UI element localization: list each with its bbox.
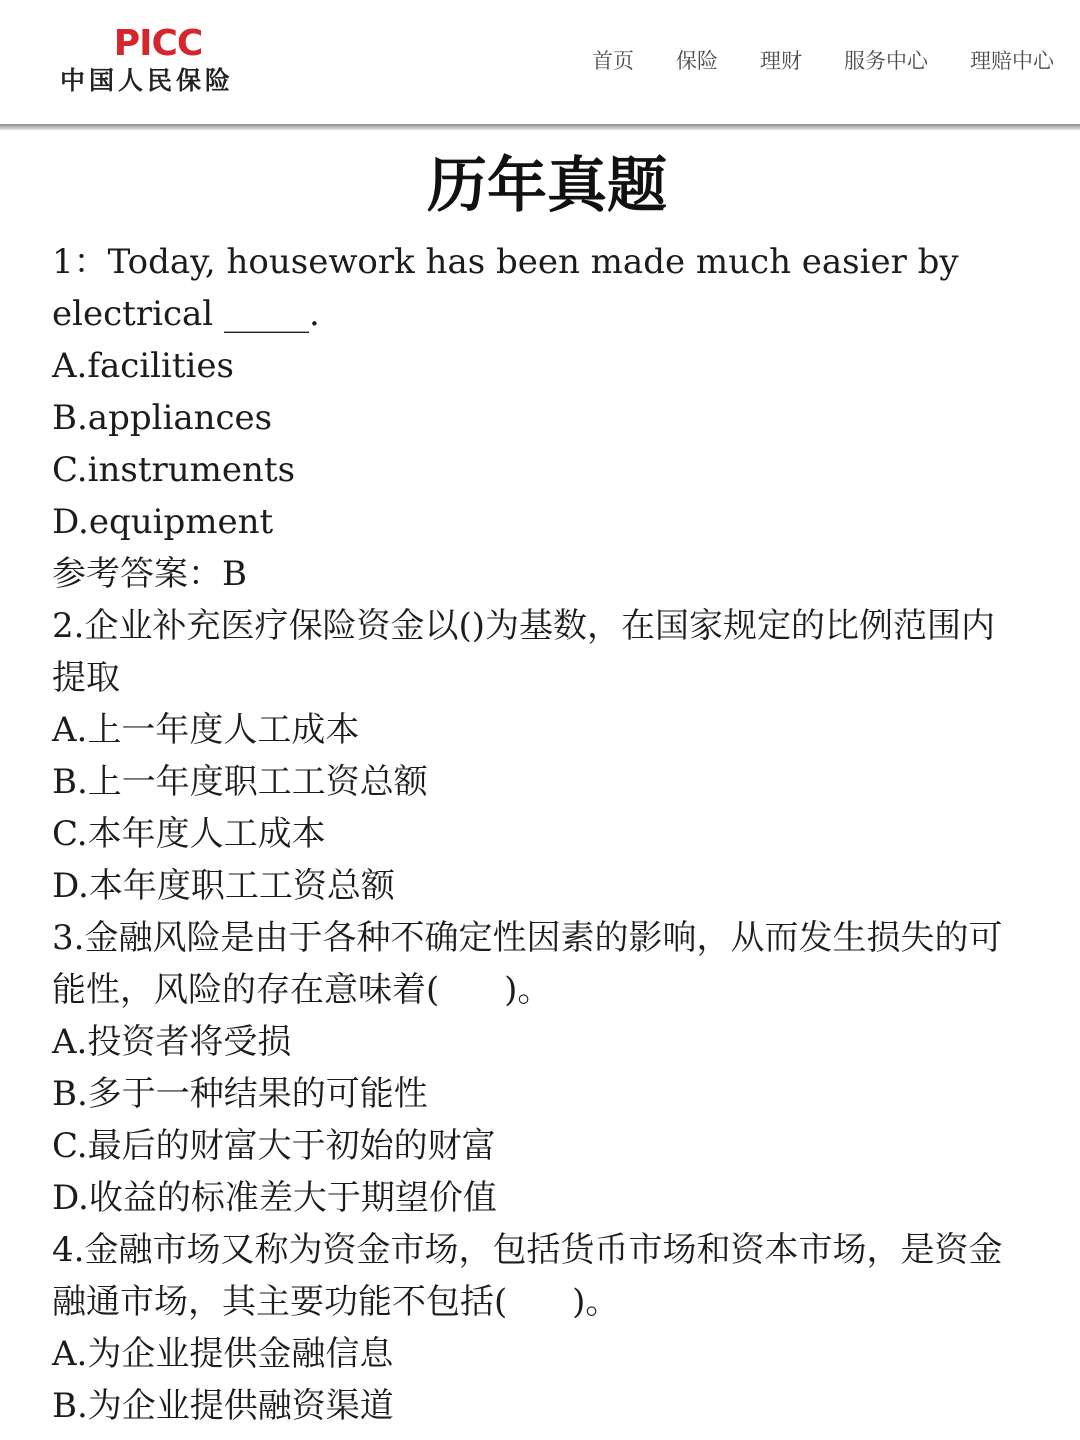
answer-line: 参考答案：B	[52, 554, 247, 594]
picc-logo[interactable]	[60, 24, 260, 98]
header-divider	[0, 124, 1080, 130]
option-line: C.最后的财富大于初始的财富	[52, 1126, 496, 1166]
option-line: A.facilities	[52, 346, 234, 386]
question-line: 提取	[52, 658, 120, 698]
option-line: C.instruments	[52, 450, 296, 490]
option-line: A.上一年度人工成本	[52, 710, 360, 750]
nav-service-center[interactable]: 服务中心	[844, 49, 928, 73]
option-line: B.上一年度职工工资总额	[52, 762, 428, 802]
page-title: 历年真题	[427, 151, 667, 221]
nav-insurance[interactable]: 保险	[676, 49, 718, 73]
question-line: 融通市场，其主要功能不包括( )。	[52, 1282, 620, 1322]
nav-home[interactable]: 首页	[592, 49, 634, 73]
option-line: A.投资者将受损	[52, 1022, 292, 1062]
question-line: 能性，风险的存在意味着( )。	[52, 970, 552, 1010]
site-header	[0, 0, 1080, 124]
nav-wealth[interactable]: 理财	[760, 49, 802, 73]
logo-company-name: 中国人民保险	[60, 66, 235, 95]
question-line: electrical _____.	[52, 294, 320, 334]
logo-mark: PICC	[113, 23, 203, 64]
option-line: D.收益的标准差大于期望价值	[52, 1178, 497, 1218]
question-line: 2.企业补充医疗保险资金以()为基数，在国家规定的比例范围内	[52, 606, 995, 646]
question-list	[52, 236, 1042, 1432]
option-line: A.为企业提供金融信息	[52, 1334, 394, 1374]
option-line: B.多于一种结果的可能性	[52, 1074, 428, 1114]
question-line: 3.金融风险是由于各种不确定性因素的影响，从而发生损失的可	[52, 918, 1003, 958]
question-line: 1：Today, housework has been made much easier by	[52, 242, 959, 282]
main-content	[52, 140, 1042, 1432]
option-line: B.为企业提供融资渠道	[52, 1386, 394, 1426]
question-line: 4.金融市场又称为资金市场，包括货币市场和资本市场，是资金	[52, 1230, 1003, 1270]
option-line: B.appliances	[52, 398, 273, 438]
option-line: C.本年度人工成本	[52, 814, 326, 854]
option-line: D.equipment	[52, 502, 274, 542]
nav-claims-center[interactable]: 理赔中心	[970, 49, 1054, 73]
main-nav	[550, 46, 1054, 76]
option-line: D.本年度职工工资总额	[52, 866, 395, 906]
